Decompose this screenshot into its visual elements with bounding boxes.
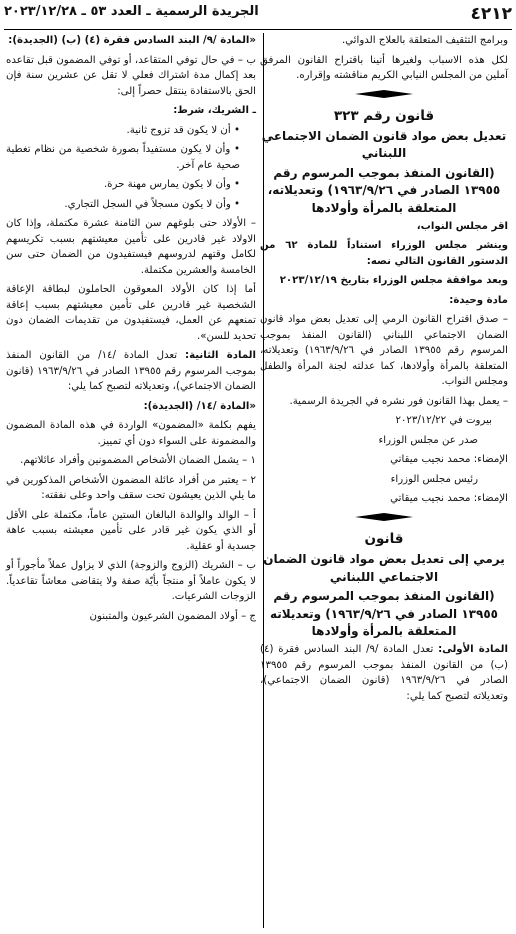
left-column	[6, 33, 256, 628]
page-number: ٤٢١٢	[470, 4, 512, 24]
gazette-title: الجريدة الرسمية ـ العدد ٥٣ ـ ٢٠٢٣/١٢/٢٨	[4, 4, 259, 19]
article-quote-heading: «المادة /٩/ البند السادس فقرة (٤) (ب) (الجديدة):	[8, 35, 256, 46]
right-column	[260, 33, 508, 708]
list-item: أ – الوالد والوالدة البالغان الستين عاماً، مكتملة على الأقل أو الذي يكون غير قادر على تأمين معيشته بسبب عاهة جسدية أو عقلية.	[6, 509, 256, 552]
place-date: بيروت في ٢٠٢٣/١٢/٢٢	[395, 415, 492, 427]
article-text: تعدل المادة /١٤/ من القانون المنفذ بموجب المرسوم رقم ١٣٩٥٥ الصادر في ١٩٦٣/٩/٢٦ (قانون الضمان الاجتماعي)، وتعديلاته لتصبح كما يلي:	[6, 350, 257, 392]
pm-title: رئيس مجلس الوزراء	[390, 473, 478, 485]
article-text: تعدل المادة /٩/ البند السادس فقرة (٤) (ب) من القانون المنفذ بموجب المرسوم رقم ١٣٩٥٥ الصادر في ١٩٦٣/٩/٢٦ (قانون الضمان الاجتماعي)، وتعديلاته لتصبح كما يلي:	[260, 644, 508, 702]
children-paragraph: أما إذا كان الأولاد المعوقون الحاملون لبطاقة الإعاقة الشخصية غير قادرين على تأمين معيشتهم بسبب إعاقة تمنعهم عن العمل، فيستفيدون من تقديمات الضمان دون تحديد للسن».	[6, 284, 256, 342]
issued-by: صدر عن مجلس الوزراء	[378, 434, 478, 446]
list-item: • وأن لا يكون مسجلاً في السجل التجاري.	[6, 197, 256, 213]
list-item: ب – الشريك (الزوج والزوجة) الذي لا يزاول عملاً مأجوراً أو لا يكون عاملاً أو منتجاً بأيّة صفة ولا يتقاضى معاشاً تقاعدياً. الزوجات الشرعيات.	[6, 560, 256, 602]
children-paragraph: – الأولاد حتى بلوغهم سن الثامنة عشرة مكتملة، وإذا كان الاولاد غير قادرين على تأمين معيشتهم بسبب تكريسهم لكامل وقتهم لدروسهم فيستفيدون من الضمان حتى سن الخامسة والعشرين مكتملة.	[6, 218, 256, 276]
article-label: المادة الأولى:	[438, 644, 508, 656]
law-subtitle: (القانون المنفذ بموجب المرسوم رقم ١٣٩٥٥ الصادر في ١٩٦٣/٩/٢٦) وتعديلاته، المتعلقة بالمرأة وأولادها	[267, 165, 501, 215]
article-two	[6, 348, 256, 395]
intro-line: وبرامج التثقيف المتعلقة بالعلاج الدوائي.	[341, 35, 508, 46]
approval-line: وبعد موافقة مجلس الوزراء بتاريخ ٢٠٢٣/١٢/١٩	[279, 275, 508, 287]
article-quote-heading: «المادة /١٤/ (الجديدة):	[143, 400, 256, 412]
list-item: ج – أولاد المضمون الشرعيون والمتبنون	[89, 610, 256, 622]
list-item: • وأن لا يكون يمارس مهنة حرة.	[6, 177, 256, 193]
paragraph-b: ب – في حال توفي المتقاعد، أو توفي المضمون قبل تقاعده بعد إكمال مدة اشتراك فعلي لا تقل عن عشرين سنة فإن الحق بالاستفادة ينتقل حصراً إلى:	[6, 54, 256, 97]
signature: الإمضاء: محمد نجيب ميقاتي	[390, 454, 508, 466]
ornament-divider	[355, 513, 413, 521]
spouse-heading: ـ الشريك، شرط:	[173, 105, 256, 116]
article-label: المادة الثانية:	[185, 350, 256, 361]
article-one	[260, 642, 508, 704]
list-item: • أن لا يكون قد تزوج ثانية.	[6, 123, 256, 139]
list-item: • وأن لا يكون مستفيداً بصورة شخصية من نظام تغطية صحية عام آخر.	[6, 142, 256, 173]
effective-line: – يعمل بهذا القانون فور نشره في الجريدة الرسمية.	[289, 395, 508, 407]
signature: الإمضاء: محمد نجيب ميقاتي	[390, 493, 508, 505]
law-subtitle: (القانون المنفذ بموجب المرسوم رقم ١٣٩٥٥ الصادر في ١٩٦٣/٩/٢٦) وتعديلاته المتعلقة بالمرأة وأولادها	[270, 589, 498, 639]
publish-line: وينشر مجلس الوزراء استناداً للمادة ٦٢ من الدستور القانون التالي نصه:	[260, 240, 508, 267]
single-article-text: – صدق اقتراح القانون الرمي إلى تعديل بعض مواد قانون الضمان الاجتماعي اللبناني (القانون المنفذ بموجب المرسوم رقم ١٣٩٥٥ الصادر في ١٩٦٣/٩/٢٦) وتعديلاته، المتعلقة بالمرأة وأولادها، كما عدلته لجنة المرأة والطفل ومجلس النواب.	[260, 314, 508, 388]
adopted-line: اقر مجلس النواب،	[416, 220, 508, 232]
ornament-divider	[355, 90, 413, 98]
list-item: ١ – يشمل الضمان الأشخاص المضمونين وأفراد عائلاتهم.	[20, 455, 256, 466]
header-rule	[4, 29, 512, 30]
page-header	[4, 4, 512, 26]
law-heading: قانون	[364, 530, 404, 547]
intro-paragraph: لكل هذه الاسباب ولغيرها أتينا باقتراح القانون المرفق آملين من المجلس النيابي الكريم مناقشته وإقراره.	[260, 54, 508, 81]
law-title: تعديل بعض مواد قانون الضمان الاجتماعي اللبناني	[261, 129, 507, 161]
list-item: ٢ – يعتبر من أفراد عائلة المضمون الأشخاص المذكورين في ما يلي الذين يعيشون تحت سقف واحد وعلى نفقته:	[6, 474, 256, 501]
law-title: يرمي إلى تعديل بعض مواد قانون الضمان الاجتماعي اللبناني	[263, 552, 505, 584]
definition-paragraph: يفهم بكلمة «المضمون» الواردة في هذه المادة المضمون والمضمونة على السواء دون أي تمييز.	[6, 420, 256, 447]
single-article-heading: مادة وحيدة:	[449, 294, 508, 306]
law-number: قانون رقم ٣٢٣	[333, 107, 435, 124]
